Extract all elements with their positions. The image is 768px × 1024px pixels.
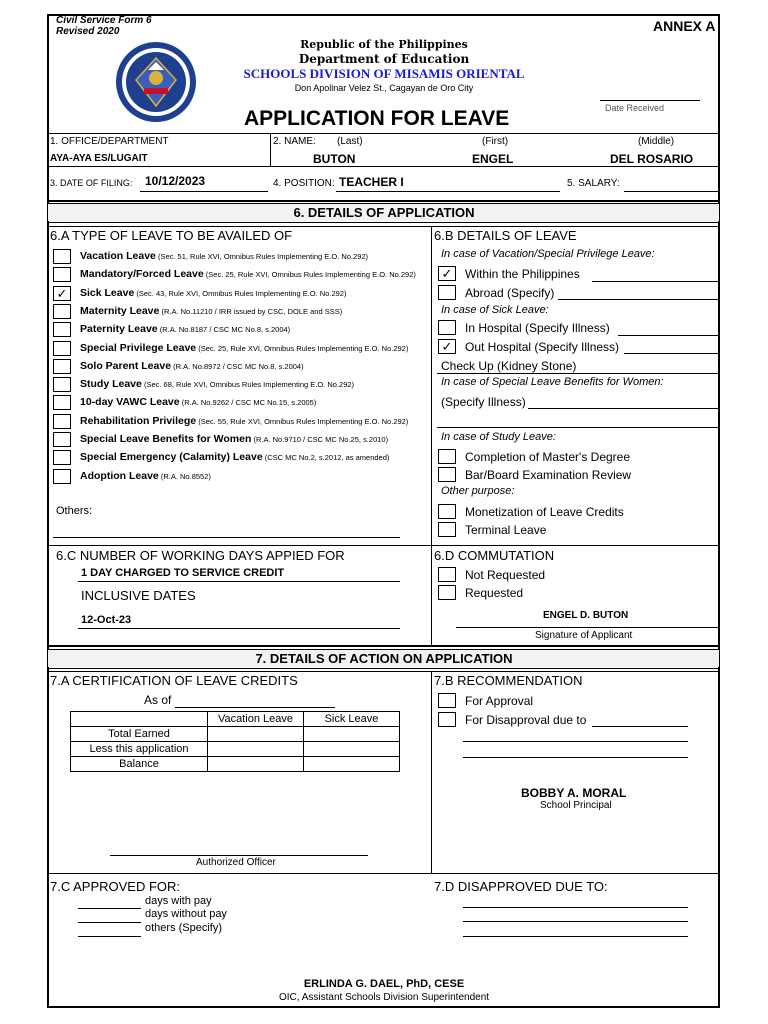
leave-type-reference: (Sec. 25, Rule XVI, Omnibus Rules Implementing E.O. No.292) — [196, 344, 409, 353]
middle-name-label: (Middle) — [638, 136, 675, 147]
signature-label: Signature of Applicant — [535, 630, 633, 641]
days-without-pay-label: days without pay — [145, 908, 227, 920]
leave-type-reference: (R.A. No.9710 / CSC MC No.25, s.2010) — [251, 435, 389, 444]
disapproved-reason-2[interactable] — [463, 921, 688, 922]
leave-type-checkbox[interactable] — [53, 359, 71, 374]
date-received-label: Date Received — [605, 103, 665, 113]
authorized-officer-label: Authorized Officer — [196, 857, 276, 868]
leave-type-reference: (R.A. No.11210 / IRR issued by CSC, DOLE and SSS) — [159, 307, 343, 316]
in-hospital-checkbox[interactable] — [438, 320, 456, 335]
leave-type-name: Study Leave — [80, 378, 142, 390]
salary-field[interactable] — [624, 191, 718, 192]
leave-type-name: Special Privilege Leave — [80, 342, 197, 354]
vacation-case-label: In case of Vacation/Special Privilege Leave: — [441, 248, 655, 260]
specify-illness-label: (Specify Illness) — [441, 395, 526, 409]
division-label: SCHOOLS DIVISION OF MISAMIS ORIENTAL — [243, 66, 525, 81]
leave-type-reference: (R.A. No.8972 / CSC MC No.8, s.2004) — [171, 362, 304, 371]
abroad-checkbox[interactable] — [438, 285, 456, 300]
leave-type-name: Adoption Leave — [80, 470, 159, 482]
section7d-title: 7.D DISAPPROVED DUE TO: — [434, 879, 608, 894]
leave-type-checkbox[interactable] — [53, 469, 71, 484]
section7c-title: 7.C APPROVED FOR: — [50, 879, 181, 894]
leave-type-label — [80, 250, 368, 262]
section7a-title: 7.A CERTIFICATION OF LEAVE CREDITS — [50, 673, 298, 688]
in-hospital-label: In Hospital (Specify Illness) — [465, 321, 610, 335]
last-name-value[interactable]: BUTON — [313, 152, 356, 166]
cell-vacation-total[interactable] — [208, 727, 304, 742]
as-of-field[interactable] — [175, 707, 335, 708]
other-purpose-label: Other purpose: — [441, 485, 515, 497]
cell-sick-total[interactable] — [304, 727, 400, 742]
leave-type-reference: (Sec. 51, Rule XVI, Omnibus Rules Implementing E.O. No.292) — [155, 252, 369, 261]
first-name-label: (First) — [482, 136, 509, 147]
division-address: Don Apolinar Velez St., Cagayan de Oro City — [294, 83, 474, 93]
row-less-application: Less this application — [71, 742, 208, 757]
disapproval-reason-3[interactable] — [463, 757, 688, 758]
credits-header-blank — [71, 712, 208, 727]
leave-type-label — [80, 360, 304, 372]
working-days-value[interactable]: 1 DAY CHARGED TO SERVICE CREDIT — [81, 567, 285, 579]
leave-type-checkbox[interactable]: ✓ — [53, 286, 71, 301]
requested-label: Requested — [465, 586, 524, 600]
abroad-label: Abroad (Specify) — [465, 286, 555, 300]
first-name-value[interactable]: ENGEL — [472, 152, 514, 166]
seal-text-bottom — [115, 25, 116, 26]
others-specify-field[interactable] — [78, 936, 141, 937]
masters-checkbox[interactable] — [438, 449, 456, 464]
for-disapproval-checkbox[interactable] — [438, 712, 456, 727]
out-hospital-label: Out Hospital (Specify Illness) — [465, 340, 620, 354]
leave-type-name: Solo Parent Leave — [80, 360, 172, 372]
leave-type-name: Mandatory/Forced Leave — [80, 268, 204, 280]
salary-label: 5. SALARY: — [567, 178, 620, 189]
leave-type-checkbox[interactable] — [53, 377, 71, 392]
leave-type-name: Special Emergency (Calamity) Leave — [80, 451, 263, 463]
leave-type-label — [80, 396, 316, 408]
position-value[interactable]: TEACHER I — [339, 175, 404, 189]
terminal-checkbox[interactable] — [438, 522, 456, 537]
section6a-title: 6.A TYPE OF LEAVE TO BE AVAILED OF — [50, 228, 293, 243]
within-ph-field[interactable] — [592, 281, 718, 282]
cell-sick-balance[interactable] — [304, 757, 400, 772]
leave-type-checkbox[interactable] — [53, 341, 71, 356]
leave-type-checkbox[interactable] — [53, 249, 71, 264]
leave-type-name: Vacation Leave — [80, 250, 156, 262]
out-hospital-checkbox[interactable]: ✓ — [438, 339, 456, 354]
leave-type-checkbox[interactable] — [53, 322, 71, 337]
leave-type-reference: (CSC MC No.2, s.2012, as amended) — [262, 453, 390, 462]
form-title: APPLICATION FOR LEAVE — [244, 107, 510, 130]
for-approval-label: For Approval — [465, 694, 534, 708]
bar-review-checkbox[interactable] — [438, 467, 456, 482]
leave-type-name: Special Leave Benefits for Women — [80, 433, 252, 445]
days-without-pay-field[interactable] — [78, 922, 141, 923]
leave-type-label — [80, 433, 388, 445]
date-received-line — [600, 100, 700, 101]
leave-type-label — [80, 287, 346, 299]
leave-type-name: Maternity Leave — [80, 305, 160, 317]
as-of-label: As of — [144, 693, 172, 707]
leave-type-name: Paternity Leave — [80, 323, 158, 335]
disapproval-reason-1[interactable] — [592, 726, 688, 727]
office-value[interactable]: AYA-AYA ES/LUGAIT — [50, 153, 148, 164]
disapproved-reason-3[interactable] — [463, 936, 688, 937]
position-label: 4. POSITION: — [273, 178, 335, 189]
section6b-title: 6.B DETAILS OF LEAVE — [434, 228, 577, 243]
illness-value[interactable]: Check Up (Kidney Stone) — [441, 359, 577, 373]
leave-type-checkbox[interactable] — [53, 267, 71, 282]
section6-title: 6. DETAILS OF APPLICATION — [293, 205, 475, 220]
section7b-title: 7.B RECOMMENDATION — [434, 673, 583, 688]
form-revision: Revised 2020 — [56, 26, 120, 37]
inclusive-dates-value[interactable]: 12-Oct-23 — [81, 614, 132, 626]
middle-name-value[interactable]: DEL ROSARIO — [610, 152, 694, 166]
cell-vacation-balance[interactable] — [208, 757, 304, 772]
leave-type-checkbox[interactable] — [53, 450, 71, 465]
leave-type-label — [80, 378, 354, 390]
col-sick-leave: Sick Leave — [304, 712, 400, 727]
form-number: Civil Service Form 6 — [56, 15, 152, 26]
disapproved-reason-1[interactable] — [463, 907, 688, 908]
leave-type-label — [80, 342, 408, 354]
women-case-label: In case of Special Leave Benefits for Women: — [441, 376, 664, 388]
authorized-officer-line[interactable] — [110, 855, 368, 856]
masters-label: Completion of Master's Degree — [465, 450, 631, 464]
department-label: Department of Education — [298, 52, 470, 66]
leave-type-checkbox[interactable] — [53, 414, 71, 429]
leave-type-name: 10-day VAWC Leave — [80, 396, 180, 408]
principal-title: School Principal — [540, 800, 612, 811]
leave-type-checkbox[interactable] — [53, 432, 71, 447]
leave-type-reference: (Sec. 68, Rule XVI, Omnibus Rules Implementing E.O. No.292) — [141, 380, 355, 389]
leave-type-name: Sick Leave — [80, 287, 135, 299]
abroad-field[interactable] — [558, 299, 718, 300]
not-requested-checkbox[interactable] — [438, 567, 456, 582]
others-field[interactable] — [53, 537, 400, 538]
leave-type-reference: (Sec. 43, Rule XVI, Omnibus Rules Implementing E.O. No.292) — [134, 289, 347, 298]
others-label: Others: — [56, 505, 93, 517]
disapproval-reason-2[interactable] — [463, 741, 688, 742]
leave-type-label — [80, 451, 389, 463]
office-label: 1. OFFICE/DEPARTMENT — [50, 136, 169, 147]
leave-type-reference: (Sec. 25, Rule XVI, Omnibus Rules Implementing E.O. No.292) — [203, 270, 416, 279]
section7-title: 7. DETAILS OF ACTION ON APPLICATION — [255, 651, 513, 666]
study-case-label: In case of Study Leave: — [441, 431, 556, 443]
leave-type-checkbox[interactable] — [53, 395, 71, 410]
section6d-title: 6.D COMMUTATION — [434, 548, 555, 563]
row-total-earned: Total Earned — [71, 727, 208, 742]
women-illness-field-2[interactable] — [437, 427, 718, 428]
cell-sick-less[interactable] — [304, 742, 400, 757]
not-requested-label: Not Requested — [465, 568, 546, 582]
leave-type-checkbox[interactable] — [53, 304, 71, 319]
section6c-title: 6.C NUMBER OF WORKING DAYS APPIED FOR — [56, 548, 345, 563]
within-ph-checkbox[interactable]: ✓ — [438, 266, 456, 281]
cell-vacation-less[interactable] — [208, 742, 304, 757]
col-vacation-leave: Vacation Leave — [208, 712, 304, 727]
for-approval-checkbox[interactable] — [438, 693, 456, 708]
leave-type-reference: (R.A. No.9262 / CSC MC No.15, s.2005) — [179, 398, 317, 407]
leave-type-reference: (R.A. No.8552) — [158, 472, 211, 481]
leave-credits-table — [70, 711, 400, 772]
within-ph-label: Within the Philippines — [465, 267, 580, 281]
monetization-label: Monetization of Leave Credits — [465, 505, 624, 519]
applicant-name: ENGEL D. BUTON — [543, 610, 629, 621]
women-illness-field[interactable] — [528, 408, 718, 409]
applicant-signature-line[interactable] — [456, 627, 718, 628]
date-of-filing-value[interactable]: 10/12/2023 — [145, 174, 206, 188]
leave-type-label — [80, 415, 408, 427]
others-specify-label: others (Specify) — [145, 922, 223, 934]
row-balance: Balance — [71, 757, 208, 772]
monetization-checkbox[interactable] — [438, 504, 456, 519]
inclusive-dates-label: INCLUSIVE DATES — [81, 588, 196, 603]
out-hospital-field[interactable] — [624, 353, 718, 354]
superintendent-name: ERLINDA G. DAEL, PhD, CESE — [303, 978, 465, 990]
superintendent-title: OIC, Assistant Schools Division Superintendent — [278, 992, 490, 1003]
leave-type-label — [80, 323, 290, 335]
leave-type-label — [80, 470, 211, 482]
annex-label: ANNEX A — [653, 18, 716, 34]
for-disapproval-label: For Disapproval due to — [465, 713, 587, 727]
name-label: 2. NAME: — [273, 136, 316, 147]
leave-type-reference: (R.A. No.8187 / CSC MC No.8, s.2004) — [157, 325, 291, 334]
republic-label: Republic of the Philippines — [300, 38, 468, 51]
last-name-label: (Last) — [337, 136, 363, 147]
days-with-pay-label: days with pay — [145, 895, 212, 907]
date-of-filing-label: 3. DATE OF FILING: — [50, 178, 133, 188]
leave-type-name: Rehabilitation Privilege — [80, 415, 197, 427]
leave-type-label — [80, 305, 342, 317]
principal-name: BOBBY A. MORAL — [521, 786, 627, 800]
requested-checkbox[interactable] — [438, 585, 456, 600]
in-hospital-field[interactable] — [618, 335, 718, 336]
leave-type-label — [80, 268, 416, 280]
bar-review-label: Bar/Board Examination Review — [465, 468, 632, 482]
leave-type-reference: (Sec. 55, Rule XVI, Omnibus Rules Implementing E.O. No.292) — [196, 417, 409, 426]
sick-case-label: In case of Sick Leave: — [441, 304, 549, 316]
terminal-label: Terminal Leave — [465, 523, 547, 537]
days-with-pay-field[interactable] — [78, 908, 141, 909]
